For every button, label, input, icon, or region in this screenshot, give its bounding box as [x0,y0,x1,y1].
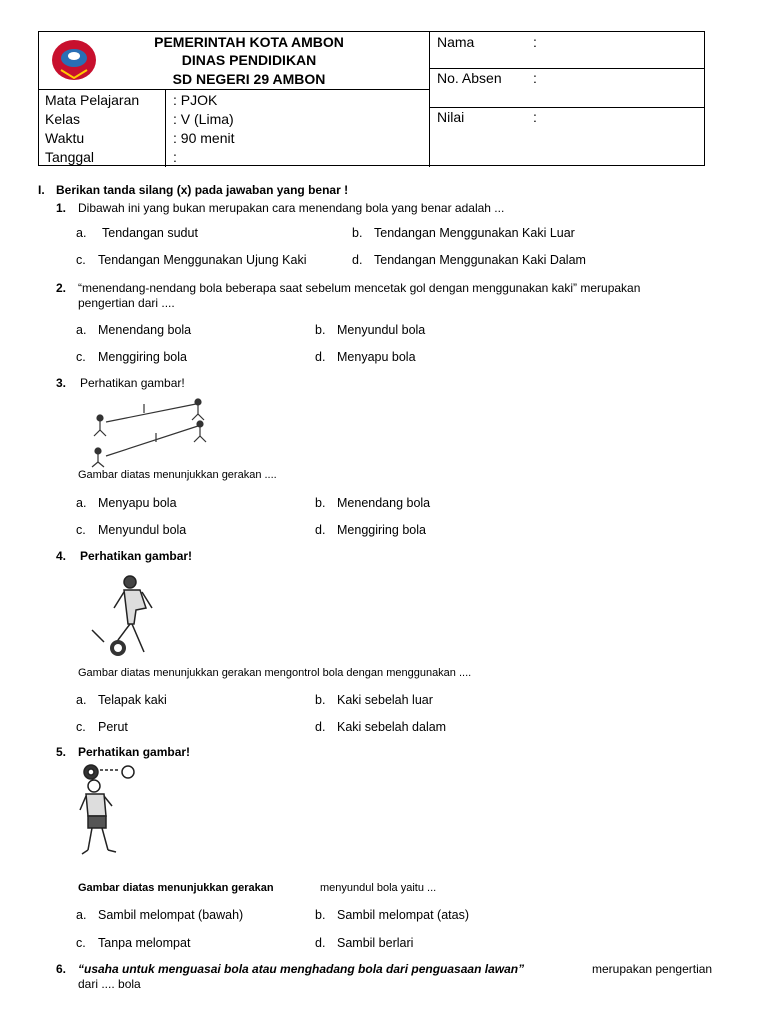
school-line-3: SD NEGERI 29 AMBON [172,71,326,87]
q1-option-b-letter: b. [352,226,363,240]
q5-option-b-letter: b. [315,908,326,922]
question-6-text-italic: “usaha untuk menguasai bola atau menghadang bola dari penguasaan lawan” [78,962,525,976]
q1-option-a[interactable]: Tendangan sudut [102,226,198,240]
q3-option-d-letter: d. [315,523,326,537]
q4-option-c[interactable]: Perut [98,720,128,734]
q2-option-b[interactable]: Menyundul bola [337,323,426,337]
name-field[interactable] [429,32,705,69]
info-label-subject: Mata Pelajaran [45,92,140,108]
q4-option-b-letter: b. [315,693,326,707]
question-3-caption: Gambar diatas menunjukkan gerakan .... [78,469,277,481]
q4-option-a[interactable]: Telapak kaki [98,693,167,707]
q1-option-c-letter: c. [76,253,86,267]
q1-option-b[interactable]: Tendangan Menggunakan Kaki Luar [374,226,575,240]
q5-option-a[interactable]: Sambil melompat (bawah) [98,908,244,922]
info-value-subject: : PJOK [173,92,218,108]
absen-colon: : [533,70,537,86]
info-label-time: Waktu [45,130,85,146]
q3-option-c[interactable]: Menyundul bola [98,523,187,537]
question-6-text: merupakan pengertian [592,962,713,976]
q4-option-d-letter: d. [315,720,326,734]
q1-option-d-letter: d. [352,253,363,267]
info-label-class: Kelas [45,111,81,127]
absen-label: No. Absen [437,70,502,86]
question-5-number: 5. [56,745,67,759]
school-line-1: PEMERINTAH KOTA AMBON [154,34,344,50]
q2-option-c[interactable]: Menggiring bola [98,350,187,364]
question-3-text: Perhatikan gambar! [80,376,185,390]
question-5-text: Perhatikan gambar! [78,745,191,759]
q2-option-a-letter: a. [76,323,87,337]
q4-option-b[interactable]: Kaki sebelah luar [337,693,433,707]
q5-option-a-letter: a. [76,908,87,922]
q3-option-b-letter: b. [315,496,326,510]
score-label: Nilai [437,109,465,125]
question-2-text-cont: pengertian dari .... [78,296,175,310]
q3-option-c-letter: c. [76,523,86,537]
question-1-text: Dibawah ini yang bukan merupakan cara menendang bola yang benar adalah ... [78,201,505,215]
q5-option-d-letter: d. [315,936,326,950]
info-value-date: : [173,149,177,165]
question-5-caption: menyundul bola yaitu ... [320,882,437,894]
name-label: Nama [437,34,475,50]
school-line-2: DINAS PENDIDIKAN [181,52,317,68]
score-colon: : [533,109,537,125]
q1-option-c[interactable]: Tendangan Menggunakan Ujung Kaki [98,253,307,267]
q4-option-d[interactable]: Kaki sebelah dalam [337,720,447,734]
question-3-number: 3. [56,376,67,390]
q3-option-d[interactable]: Menggiring bola [337,523,426,537]
q5-option-c-letter: c. [76,936,86,950]
ball-control-illustration [88,574,168,658]
score-field[interactable] [429,107,705,166]
dribbling-illustration [86,396,210,468]
heading-illustration [78,762,142,862]
q3-option-a-letter: a. [76,496,87,510]
question-4-caption: Gambar diatas menunjukkan gerakan mengontrol bola dengan menggunakan .... [78,667,472,679]
question-4-number: 4. [56,549,67,563]
q4-option-a-letter: a. [76,693,87,707]
subject-info [39,89,430,167]
q2-option-d[interactable]: Menyapu bola [337,350,416,364]
logo-icon [49,36,99,84]
question-6-text-cont: dari .... bola [78,977,141,991]
name-colon: : [533,34,537,50]
q5-option-c[interactable]: Tanpa melompat [98,936,191,950]
info-label-date: Tanggal [45,149,95,165]
q3-option-b[interactable]: Menendang bola [337,496,431,510]
question-5-caption-bold: Gambar diatas menunjukkan gerakan [78,882,274,894]
absen-field[interactable] [429,68,705,108]
q4-option-c-letter: c. [76,720,86,734]
question-6-number: 6. [56,962,67,976]
header-table [38,31,705,166]
q3-option-a[interactable]: Menyapu bola [98,496,177,510]
question-4-text: Perhatikan gambar! [80,549,193,563]
section-title: Berikan tanda silang (x) pada jawaban yang benar ! [56,183,349,197]
question-2-number: 2. [56,281,67,295]
info-value-time: : 90 menit [173,130,235,146]
q2-option-a[interactable]: Menendang bola [98,323,192,337]
question-1-number: 1. [56,201,67,215]
info-value-class: : V (Lima) [173,111,234,127]
q1-option-d[interactable]: Tendangan Menggunakan Kaki Dalam [374,253,586,267]
q5-option-b[interactable]: Sambil melompat (atas) [337,908,469,922]
q1-option-a-letter: a. [76,226,87,240]
q2-option-b-letter: b. [315,323,326,337]
q5-option-d[interactable]: Sambil berlari [337,936,414,950]
q2-option-d-letter: d. [315,350,326,364]
school-header [39,32,430,89]
section-number: I. [38,183,45,197]
question-2-text: “menendang-nendang bola beberapa saat sebelum mencetak gol dengan menggunakan kaki” merupakan [78,281,641,295]
q2-option-c-letter: c. [76,350,86,364]
